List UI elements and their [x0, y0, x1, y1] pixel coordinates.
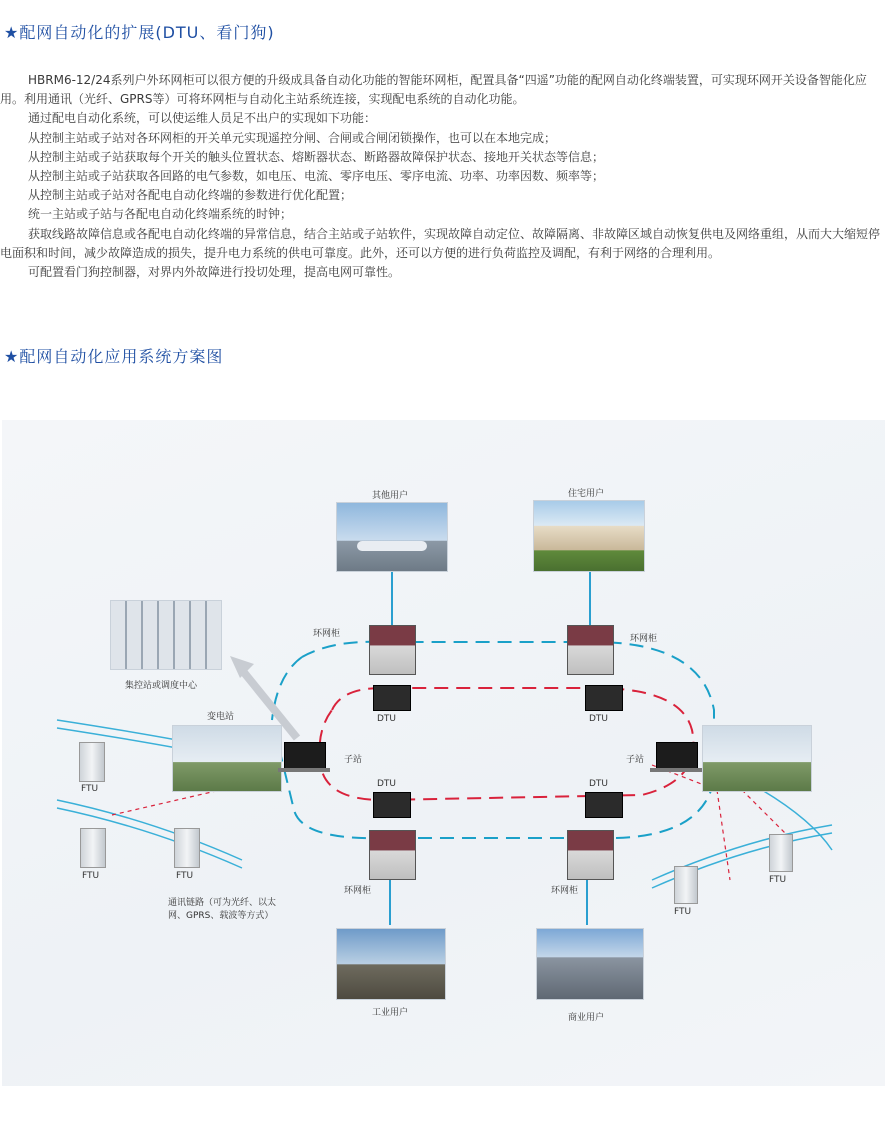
substation-photo-right	[702, 725, 812, 792]
label-sub-station-right: 子站	[626, 755, 645, 765]
label-ftu-left-bottom-2: FTU	[176, 871, 194, 881]
label-comm-link: 通讯链路（可为光纤、以太网、GPRS、载波等方式）	[168, 898, 277, 921]
paragraph: HBRM6-12/24系列户外环网柜可以很方便的升级成具备自动化功能的智能环网柜，配置具备“四遥”功能的配网自动化终端装置，可实现环网开关设备智能化应用。利用通讯（光纤、GPRS等）可将环网柜与自动化主站系统连接，实现配电系统的自动化功能。	[0, 73, 867, 107]
label-dtu-top-right: DTU	[589, 714, 609, 724]
paragraph: 从控制主站或子站对各配电自动化终端的参数进行优化配置；	[28, 188, 353, 203]
laptop-right	[656, 742, 698, 770]
label-ftu-right-1: FTU	[769, 875, 787, 885]
ring-cabinet-bottom-left	[369, 830, 416, 880]
label-other-users: 其他用户	[372, 491, 409, 501]
paragraph: 从控制主站或子站对各环网柜的开关单元实现遥控分闸、合闸或合闸闭锁操作，也可以在本地完成；	[28, 130, 557, 145]
label-dtu-bottom-right: DTU	[589, 779, 609, 789]
system-diagram	[2, 420, 885, 1086]
ftu-left-bottom-1	[80, 828, 106, 868]
dtu-top-right	[585, 685, 623, 711]
residential-users-photo	[533, 500, 645, 572]
laptop-right-base	[650, 768, 702, 772]
label-ftu-left-top: FTU	[81, 784, 99, 794]
label-ftu-right-2: FTU	[674, 907, 692, 917]
label-sub-station-left: 子站	[344, 755, 363, 765]
label-ring-cabinet-top-right: 环网柜	[630, 634, 658, 644]
ftu-right-1	[769, 834, 793, 872]
laptop-left-base	[278, 768, 330, 772]
label-industrial-users: 工业用户	[372, 1008, 409, 1018]
label-dtu-bottom-left: DTU	[377, 779, 397, 789]
paragraph: 可配置看门狗控制器，对界内外故障进行投切处理，提高电网可靠性。	[28, 265, 401, 280]
label-residential-users: 住宅用户	[568, 489, 605, 499]
paragraph: 获取线路故障信息或各配电自动化终端的异常信息，结合主站或子站软件，实现故障自动定位、故障隔离、非故障区域自动恢复供电及网络重组，从而大大缩短停电面积和时间，减少故障造成的损失，提升电力系统的供电可靠度。此外，还可以方便的进行负荷监控及调配，有利于网络的合理利用。	[0, 226, 881, 260]
ftu-left-bottom-2	[174, 828, 200, 868]
label-ring-cabinet-bottom-right: 环网柜	[551, 886, 579, 896]
ftu-left-top	[79, 742, 105, 782]
label-ftu-left-bottom-1: FTU	[82, 871, 100, 881]
other-users-photo	[336, 502, 448, 572]
section-title-diagram: ★配网自动化应用系统方案图	[4, 347, 224, 366]
paragraph: 从控制主站或子站获取各回路的电气参数，如电压、电流、零序电压、零序电流、功率、功率因数、频率等；	[28, 169, 605, 184]
dtu-bottom-right	[585, 792, 623, 818]
dtu-top-left	[373, 685, 411, 711]
ftu-right-2	[674, 866, 698, 904]
label-dtu-top-left: DTU	[377, 714, 397, 724]
control-center-photo	[110, 600, 222, 670]
label-ring-cabinet-top-left: 环网柜	[313, 629, 341, 639]
paragraph: 通过配电自动化系统，可以使运维人员足不出户的实现如下功能：	[28, 111, 377, 126]
dtu-bottom-left	[373, 792, 411, 818]
industrial-users-photo	[336, 928, 446, 1000]
label-control-center: 集控站或调度中心	[125, 681, 198, 691]
section-title-extension: ★配网自动化的扩展(DTU、看门狗)	[4, 23, 275, 42]
paragraph: 统一主站或子站与各配电自动化终端系统的时钟；	[28, 207, 293, 222]
label-ring-cabinet-bottom-left: 环网柜	[344, 886, 372, 896]
paragraph: 从控制主站或子站获取每个开关的触头位置状态、熔断器状态、断路器故障保护状态、接地开关状态等信息；	[28, 149, 605, 164]
label-commercial-users: 商业用户	[568, 1013, 605, 1023]
commercial-users-photo	[536, 928, 644, 1000]
intro-paragraphs	[0, 71, 886, 282]
label-substation: 变电站	[207, 712, 235, 722]
ring-cabinet-bottom-right	[567, 830, 614, 880]
laptop-left	[284, 742, 326, 770]
substation-photo-left	[172, 725, 282, 792]
ring-cabinet-top-left	[369, 625, 416, 675]
ring-cabinet-top-right	[567, 625, 614, 675]
outer-ring-line	[272, 642, 714, 838]
